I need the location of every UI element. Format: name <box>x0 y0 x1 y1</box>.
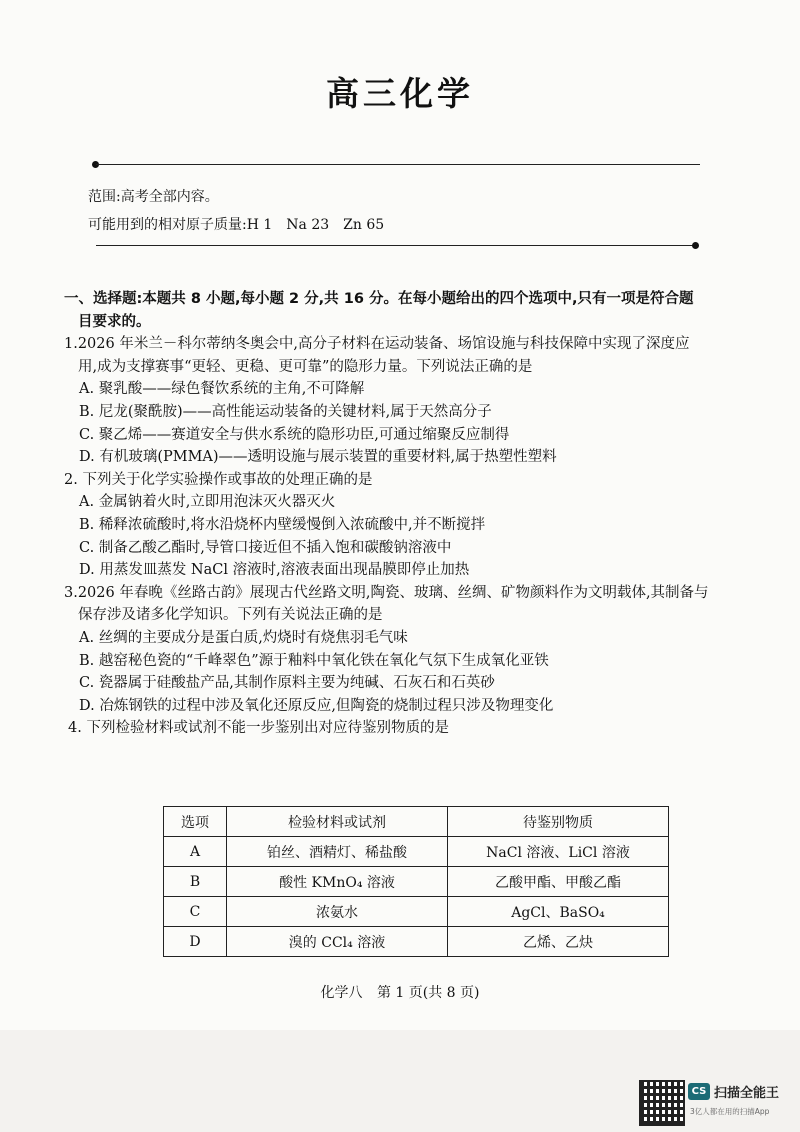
table-row <box>164 837 669 867</box>
footer-page-number: 第 1 页(共 8 页) <box>376 985 480 1001</box>
row-a-reagent: 铂丝、酒精灯、稀盐酸 <box>227 837 448 867</box>
row-a-option: A <box>164 837 227 867</box>
q3-option-c: C. 瓷器属于硅酸盐产品,其制作原料主要为纯碱、石灰石和石英砂 <box>79 675 495 692</box>
row-d-substance: 乙烯、乙炔 <box>448 927 669 957</box>
header-reagent: 检验材料或试剂 <box>227 807 448 837</box>
q1-option-d: D. 有机玻璃(PMMA)——透明设施与展示装置的重要材料,属于热塑性塑料 <box>79 449 557 466</box>
q2-option-c: C. 制备乙酸乙酯时,导管口接近但不插入饱和碳酸钠溶液中 <box>79 539 452 556</box>
scanner-app-tagline: 3亿人都在用的扫描App <box>690 1107 770 1116</box>
section-heading-cont: 目要求的。 <box>78 313 151 330</box>
q1-option-c: C. 聚乙烯——赛道安全与供水系统的隐形功臣,可通过缩聚反应制得 <box>79 426 510 443</box>
row-c-option: C <box>164 897 227 927</box>
row-c-substance: AgCl、BaSO₄ <box>448 897 669 927</box>
footer-subject: 化学八 <box>320 985 363 1001</box>
atomic-mass-info: 可能用到的相对原子质量:H 1 Na 23 Zn 65 <box>88 217 385 233</box>
table-row <box>164 897 669 927</box>
section-heading: 一、选择题:本题共 8 小题,每小题 2 分,共 16 分。在每小题给出的四个选项中,只有一项是符合题 <box>64 291 694 307</box>
table-row <box>164 867 669 897</box>
row-b-substance: 乙酸甲酯、甲酸乙酯 <box>448 867 669 897</box>
q2-option-a: A. 金属钠着火时,立即用泡沫灭火器灭火 <box>79 494 336 511</box>
header-option: 选项 <box>164 807 227 837</box>
q3-option-b: B. 越窑秘色瓷的“千峰翠色”源于釉料中氧化铁在氧化气氛下生成氧化亚铁 <box>79 652 549 669</box>
q3-option-d: D. 冶炼钢铁的过程中涉及氧化还原反应,但陶瓷的烧制过程只涉及物理变化 <box>79 697 554 714</box>
q1-stem: 1.2026 年米兰－科尔蒂纳冬奥会中,高分子材料在运动装备、场馆设施与科技保障中实现了深度应 <box>64 336 690 353</box>
qr-code-icon <box>639 1080 685 1126</box>
q2-stem: 2. 下列关于化学实验操作或事故的处理正确的是 <box>64 471 373 488</box>
row-c-reagent: 浓氨水 <box>227 897 448 927</box>
row-a-substance: NaCl 溶液、LiCl 溶液 <box>448 837 669 867</box>
page-title: 高三化学 <box>326 74 474 113</box>
table-header-row <box>164 807 669 837</box>
scanner-app-name: 扫描全能王 <box>714 1086 780 1101</box>
q1-option-a: A. 聚乳酸——绿色餐饮系统的主角,不可降解 <box>79 381 365 398</box>
row-b-reagent: 酸性 KMnO₄ 溶液 <box>227 867 448 897</box>
reagent-table <box>163 806 669 957</box>
row-d-option: D <box>164 927 227 957</box>
q3-stem: 3.2026 年春晚《丝路古韵》展现古代丝路文明,陶瓷、玻璃、丝绸、矿物颜料作为文明载体,其制备与 <box>64 584 709 601</box>
header-rule-bottom <box>96 245 696 246</box>
q1-option-b: B. 尼龙(聚酰胺)——高性能运动装备的关键材料,属于天然高分子 <box>79 403 492 420</box>
q3-option-a: A. 丝绸的主要成分是蛋白质,灼烧时有烧焦羽毛气味 <box>79 629 408 646</box>
row-d-reagent: 溴的 CCl₄ 溶液 <box>227 927 448 957</box>
rule-dot-right <box>692 242 699 249</box>
exam-scope: 范围:高考全部内容。 <box>88 189 219 205</box>
table-row <box>164 927 669 957</box>
camscanner-logo-icon: CS <box>688 1083 710 1100</box>
question-body <box>64 288 780 740</box>
q2-option-d: D. 用蒸发皿蒸发 NaCl 溶液时,溶液表面出现晶膜即停止加热 <box>79 562 470 579</box>
q2-option-b: B. 稀释浓硫酸时,将水沿烧杯内壁缓慢倒入浓硫酸中,并不断搅拌 <box>79 516 486 533</box>
q1-stem-cont: 用,成为支撑赛事“更轻、更稳、更可靠”的隐形力量。下列说法正确的是 <box>78 358 533 375</box>
q3-stem-cont: 保存涉及诸多化学知识。下列有关说法正确的是 <box>78 607 383 624</box>
header-substance: 待鉴别物质 <box>448 807 669 837</box>
page-footer <box>0 982 800 1002</box>
row-b-option: B <box>164 867 227 897</box>
header-rule-top <box>96 164 700 165</box>
q4-stem: 4. 下列检验材料或试剂不能一步鉴别出对应待鉴别物质的是 <box>68 720 449 737</box>
